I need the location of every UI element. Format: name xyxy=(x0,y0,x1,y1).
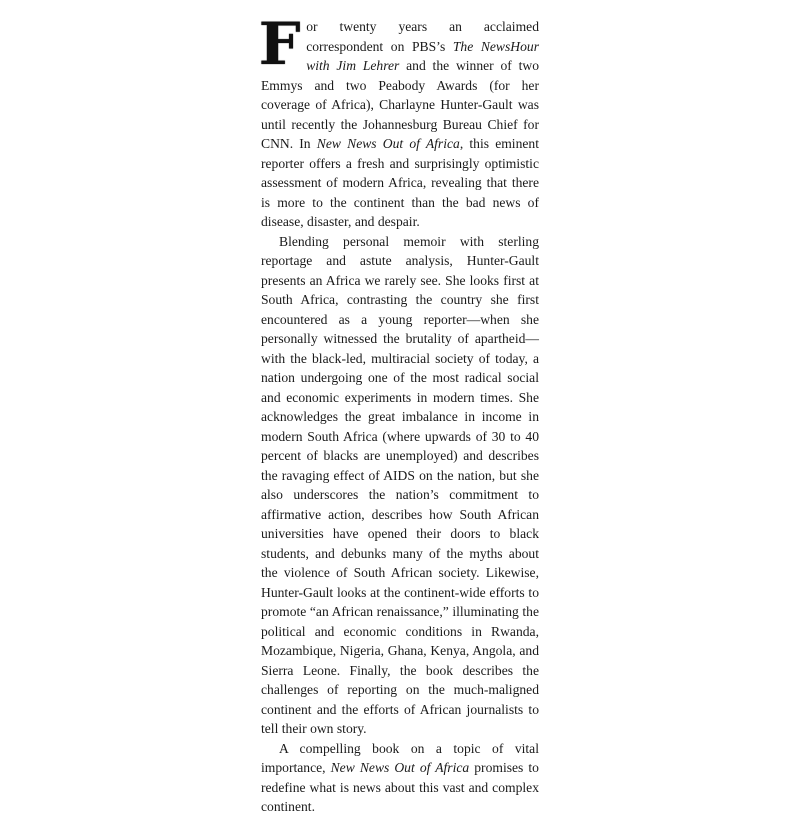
text-column xyxy=(258,10,539,817)
drop-cap: F xyxy=(258,10,301,78)
paragraph-1 xyxy=(258,10,539,232)
paragraph-1-text-e: , this eminent reporter offers a fresh and surprisingly optimistic assessment of modern Africa, revealing that there is more to the continent than the bad news of disease, disaster, and despair. xyxy=(261,136,539,229)
paragraph-1-text-a: or twenty years an acclaimed correspondent on PBS’s xyxy=(306,19,539,54)
paragraph-3-text-c: promises to redefine what is news about this vast and complex continent. xyxy=(261,760,539,814)
show-title: The NewsHour with Jim Lehrer xyxy=(306,38,539,73)
book-title: New News Out of Africa xyxy=(330,760,470,775)
paragraph-3 xyxy=(261,739,539,817)
book-title: New News Out of Africa xyxy=(316,136,460,151)
paragraph-2: Blending personal memoir with sterling reportage and astute analysis, Hunter-Gault presents an Africa we rarely see. She looks first at South Africa, contrasting the country she first encountered as a young reporter—when she personally witnessed the brutality of apartheid—with the black-led, multiracial society of today, a nation undergoing one of the most radical social and economic experiments in modern times. She acknowledges the great imbalance in income in modern South Africa (where upwards of 30 to 40 percent of blacks are unemployed) and describes the ravaging effect of AIDS on the nation, but she also underscores the nation’s commitment to affirmative action, describes how South African universities have opened their doors to black students, and debunks many of the myths about the violence of South African society. Likewise, Hunter-Gault looks at the continent-wide efforts to promote “an African renaissance,” illuminating the political and economic conditions in Rwanda, Mozambique, Nigeria, Ghana, Kenya, Angola, and Sierra Leone. Finally, the book describes the challenges of reporting on the much-maligned continent and the efforts of African journalists to tell their own story. xyxy=(261,233,539,736)
paragraph-3-text-a: A compelling book on a topic of vital importance, xyxy=(261,740,539,775)
paragraph-1-text-c: and the winner of two Emmys and two Peabody Awards (for her coverage of Africa), Charlayne Hunter-Gault was until recently the Johannesburg Bureau Chief for CNN. In xyxy=(261,58,539,151)
